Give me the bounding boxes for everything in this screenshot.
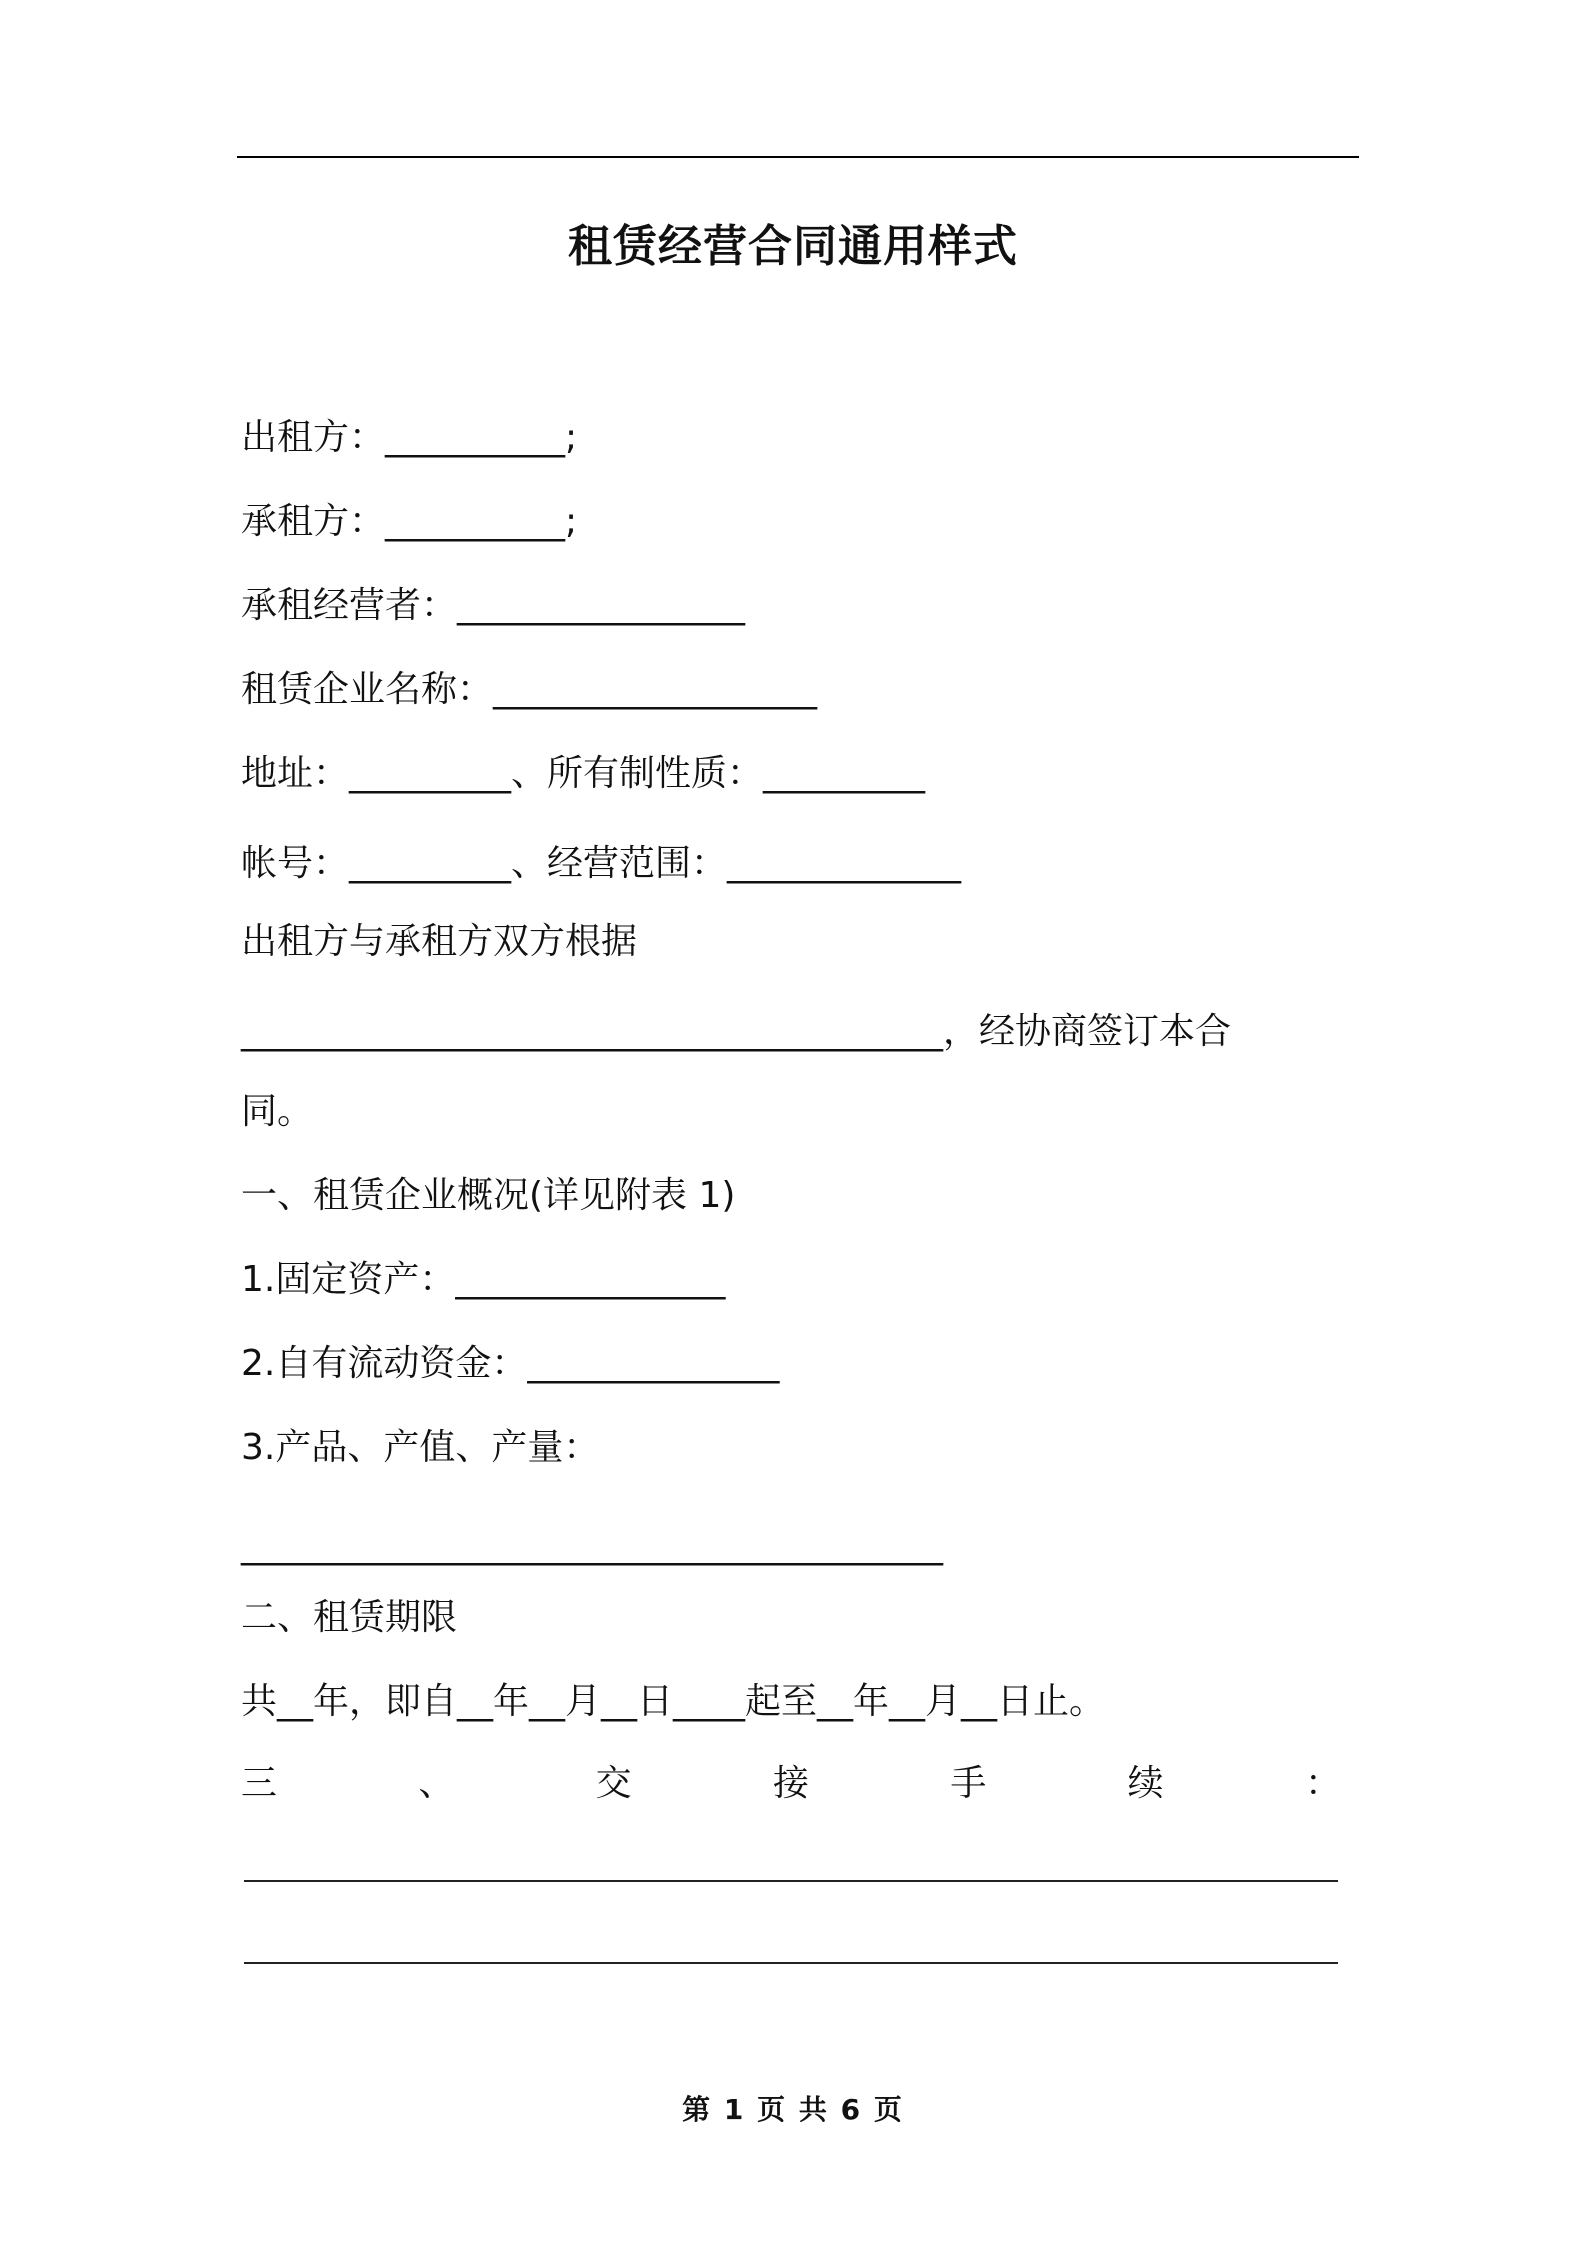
section-1-heading: 一、租赁企业概况(详见附表 1) — [241, 1175, 736, 1216]
lease-term-line: 共__年，即自__年__月__日____起至__年__月__日止。 — [241, 1681, 1106, 1722]
lessor-line: 出租方：__________; — [241, 417, 578, 458]
address-line: 地址：_________、所有制性质：_________ — [241, 753, 926, 794]
section-3-char: 三 — [241, 1763, 278, 1804]
account-line: 帐号：_________、经营范围：_____________ — [241, 843, 962, 884]
section-3-heading — [241, 1756, 1341, 1812]
handover-blank-rule-1 — [244, 1880, 1338, 1882]
section-3-char: ： — [1304, 1763, 1341, 1804]
section-3-char: 、 — [418, 1763, 455, 1804]
products-line: 3.产品、产值、产量： — [241, 1427, 600, 1468]
section-2-heading: 二、租赁期限 — [241, 1597, 458, 1638]
document-title: 租赁经营合同通用样式 — [568, 221, 1018, 272]
page-number-footer: 第 1 页 共 6 页 — [682, 2093, 904, 2126]
header-rule — [237, 156, 1359, 158]
section-3-char: 交 — [595, 1763, 632, 1804]
basis-end-line: 同。 — [241, 1091, 314, 1132]
enterprise-name-line: 租赁企业名称：__________________ — [241, 669, 818, 710]
lessee-line: 承租方：__________; — [241, 501, 578, 542]
working-capital-line: 2.自有流动资金：______________ — [241, 1343, 780, 1384]
operator-line: 承租经营者：________________ — [241, 585, 746, 626]
basis-blank-line: _______________________________________，经协商签订本合 — [241, 1011, 1232, 1052]
section-3-char: 续 — [1127, 1763, 1164, 1804]
fixed-assets-line: 1.固定资产：_______________ — [241, 1259, 726, 1300]
section-3-char: 手 — [950, 1763, 987, 1804]
section-3-char: 接 — [772, 1763, 809, 1804]
basis-line: 出租方与承租方双方根据 — [241, 921, 638, 962]
handover-blank-rule-2 — [244, 1962, 1338, 1964]
products-blank-line: _______________________________________ — [241, 1525, 943, 1566]
